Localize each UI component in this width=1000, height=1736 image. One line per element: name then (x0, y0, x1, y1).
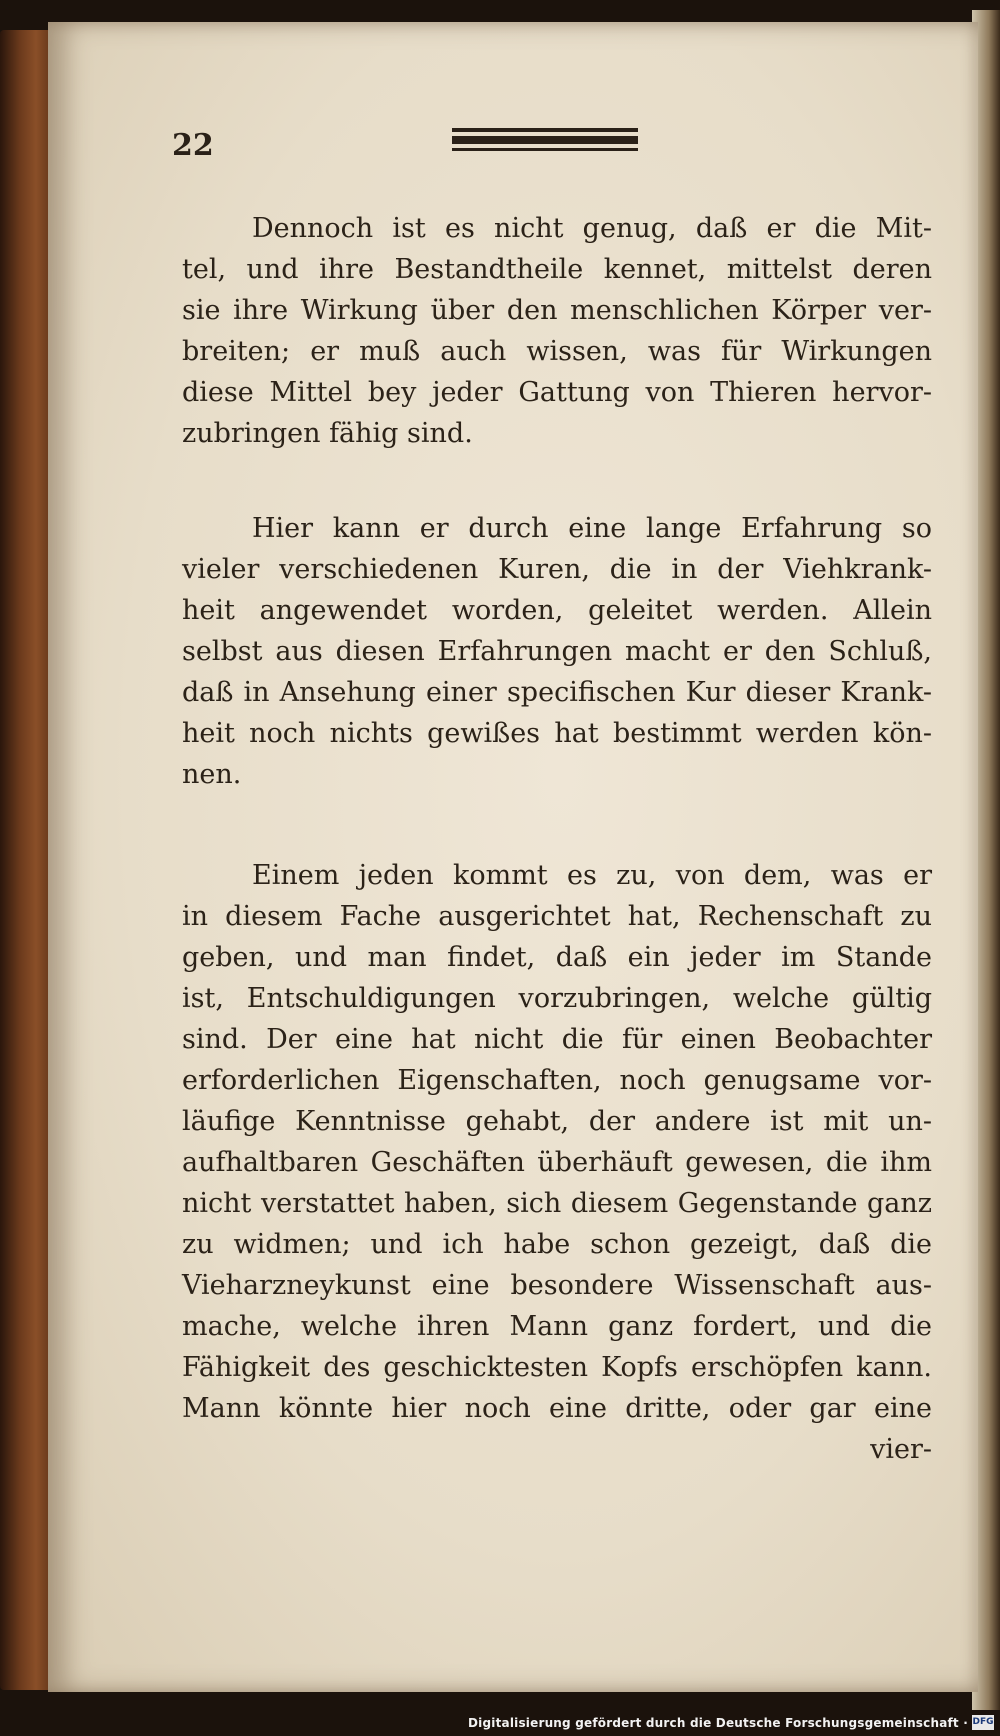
text-line: läufige Kenntnisse gehabt, der andere ist mit un- (182, 1106, 932, 1137)
text-line: Dennoch ist es nicht genug, daß er die Mit- (252, 213, 932, 244)
text-line: heit noch nichts gewißes hat bestimmt werden kön- (182, 718, 932, 749)
text-line: breiten; er muß auch wissen, was für Wirkungen (182, 336, 932, 367)
text-line: zubringen fähig sind. (182, 418, 473, 449)
text-line: diese Mittel bey jeder Gattung von Thieren hervor- (182, 377, 932, 408)
text-line: mache, welche ihren Mann ganz fordert, und die (182, 1311, 932, 1342)
text-line: Einem jeden kommt es zu, von dem, was er (252, 860, 932, 891)
text-line: geben, und man findet, daß ein jeder im Stande (182, 942, 932, 973)
text-line: Hier kann er durch eine lange Erfahrung so (252, 513, 932, 544)
text-line: heit angewendet worden, geleitet werden. Allein (182, 595, 932, 626)
text-line: sie ihre Wirkung über den menschlichen Körper ver- (182, 295, 932, 326)
text-line: tel, und ihre Bestandtheile kennet, mittelst deren (182, 254, 932, 285)
text-line: in diesem Fache ausgerichtet hat, Rechenschaft zu (182, 901, 932, 932)
text-line: erforderlichen Eigenschaften, noch genugsame vor- (182, 1065, 932, 1096)
paragraph-1 (182, 208, 932, 454)
dfg-logo: DFG (972, 1715, 994, 1730)
header-ornament-rule (452, 128, 638, 152)
text-line: daß in Ansehung einer specifischen Kur dieser Krank- (182, 677, 932, 708)
text-line: nen. (182, 759, 242, 790)
paragraph-3 (182, 855, 932, 1470)
text-line: sind. Der eine hat nicht die für einen Beobachter (182, 1024, 932, 1055)
digitization-credit: Digitalisierung gefördert durch die Deutsche Forschungsgemeinschaft · (468, 1716, 968, 1730)
paragraph-2 (182, 508, 932, 795)
text-line: aufhaltbaren Geschäften überhäuft gewesen, die ihm (182, 1147, 932, 1178)
text-line: ist, Entschuldigungen vorzubringen, welche gültig (182, 983, 932, 1014)
page-number: 22 (172, 128, 214, 163)
text-line: vieler verschiedenen Kuren, die in der Viehkrank- (182, 554, 932, 585)
text-line: zu widmen; und ich habe schon gezeigt, daß die (182, 1229, 932, 1260)
text-line: nicht verstattet haben, sich diesem Gegenstande ganz (182, 1188, 932, 1219)
text-line: selbst aus diesen Erfahrungen macht er den Schluß, (182, 636, 932, 667)
text-line: Vieharzneykunst eine besondere Wissenschaft aus- (182, 1270, 932, 1301)
catchword: vier- (870, 1434, 932, 1465)
text-line: Mann könnte hier noch eine dritte, oder gar eine (182, 1393, 932, 1424)
text-line: Fähigkeit des geschicktesten Kopfs erschöpfen kann. (182, 1352, 932, 1383)
